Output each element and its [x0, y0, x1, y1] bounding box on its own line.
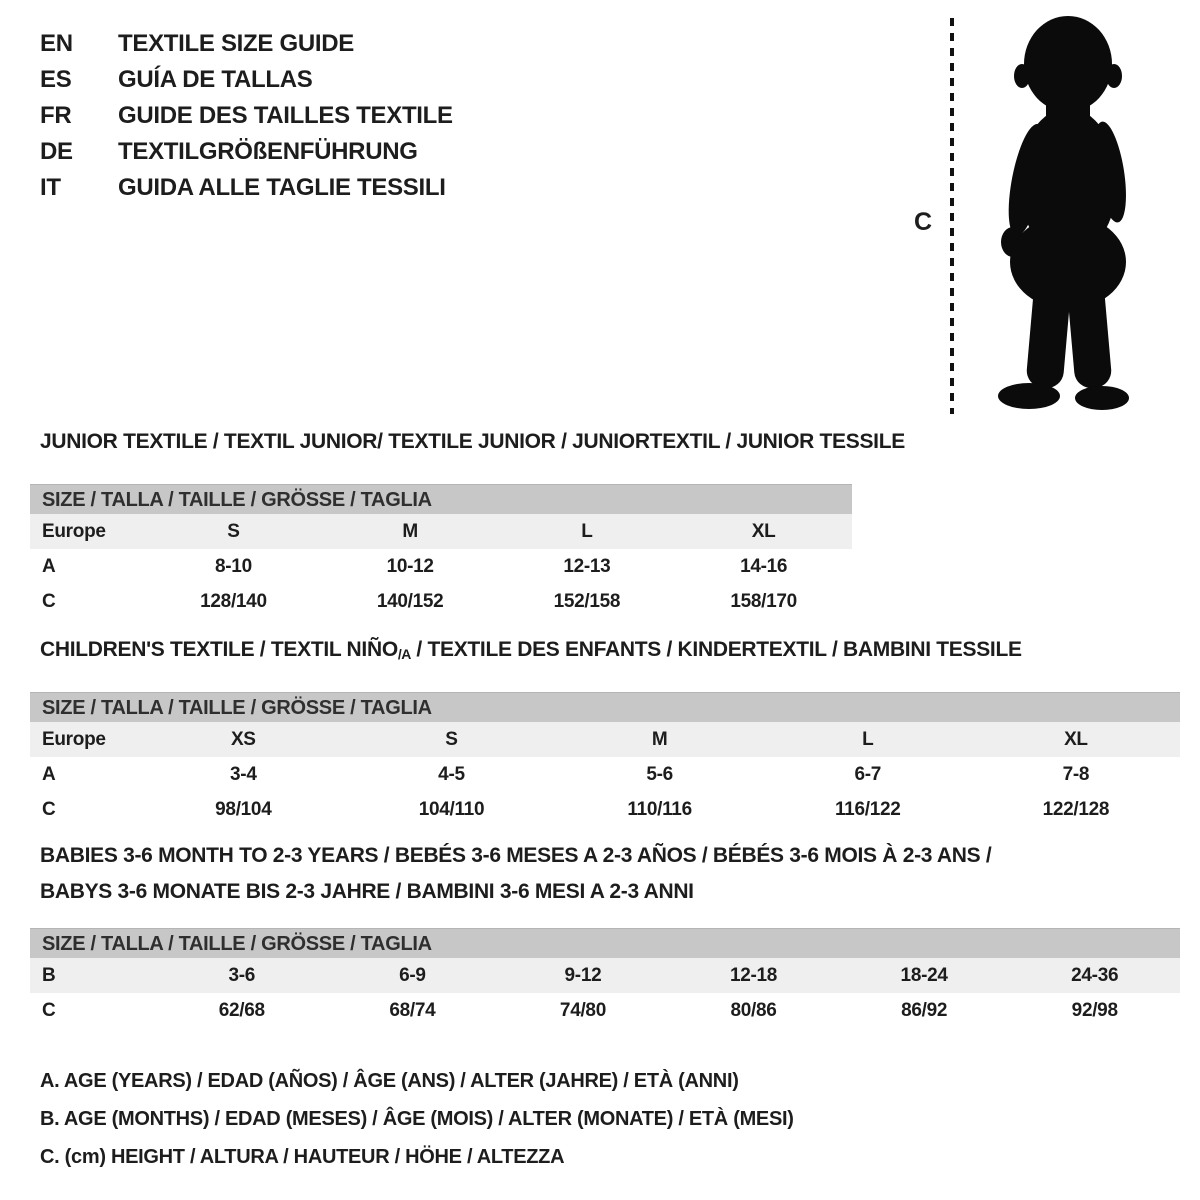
junior-size-block	[30, 484, 852, 619]
language-title: GUIDE DES TAILLES TEXTILE	[118, 102, 453, 129]
baby-silhouette-graphic	[900, 8, 1162, 422]
value-cell: 104/110	[418, 798, 485, 820]
value-cell: M	[322, 514, 499, 549]
value-cell: 122/128	[1042, 798, 1110, 820]
value-cell: 68/74	[389, 999, 436, 1021]
children-size-block	[30, 692, 1180, 827]
value-cell: 140/152	[376, 590, 444, 612]
language-row	[40, 26, 453, 62]
value-cell: 6-7	[854, 763, 882, 785]
value-cell: 6-9	[327, 958, 498, 993]
value-cell: M	[556, 722, 764, 757]
value-cell: L	[764, 722, 972, 757]
language-code: DE	[40, 138, 73, 165]
row-label-cell: C	[42, 999, 56, 1021]
value-cell: L	[499, 514, 676, 549]
value-cell: 158/170	[730, 590, 797, 612]
table-row	[30, 792, 1180, 827]
junior-size-bar: SIZE / TALLA / TAILLE / GRÖSSE / TAGLIA	[30, 484, 852, 514]
babies-section-title	[40, 838, 991, 910]
value-cell: 8-10	[215, 555, 252, 577]
value-cell: S	[145, 514, 322, 549]
table-row	[30, 993, 1180, 1028]
babies-title-line1: BABIES 3-6 MONTH TO 2-3 YEARS / BEBÉS 3-6 MESES A 2-3 AÑOS / BÉBÉS 3-6 MOIS À 2-3 ANS /	[40, 844, 992, 867]
value-cell: 14-16	[740, 555, 788, 577]
children-section-title	[40, 632, 1022, 672]
row-label-cell: C	[42, 798, 56, 820]
value-cell: 110/116	[627, 798, 692, 820]
table-row	[30, 958, 1180, 993]
value-cell: 86/92	[901, 999, 948, 1021]
value-cell: 128/140	[200, 590, 267, 612]
row-label-cell: Europe	[30, 514, 145, 549]
value-cell: 3-6	[157, 958, 328, 993]
language-title: TEXTILE SIZE GUIDE	[118, 30, 354, 57]
language-row	[40, 170, 453, 206]
value-cell: XS	[139, 722, 347, 757]
value-cell: 92/98	[1071, 999, 1118, 1021]
language-code: EN	[40, 30, 73, 57]
legend-line-a: A. AGE (YEARS) / EDAD (AÑOS) / ÂGE (ANS) / ALTER (JAHRE) / ETÀ (ANNI)	[40, 1070, 739, 1092]
language-code: FR	[40, 102, 72, 129]
table-row	[30, 757, 1180, 792]
value-cell: 116/122	[834, 798, 901, 820]
value-cell: 80/86	[730, 999, 777, 1021]
babies-title-line2: BABYS 3-6 MONATE BIS 2-3 JAHRE / BAMBINI 3-6 MESI A 2-3 ANNI	[40, 880, 694, 903]
value-cell: XL	[675, 514, 852, 549]
value-cell: 18-24	[839, 958, 1010, 993]
language-title: GUIDA ALLE TAGLIE TESSILI	[118, 174, 446, 201]
language-row	[40, 62, 453, 98]
junior-size-table	[30, 514, 852, 619]
row-label-cell: B	[30, 958, 157, 993]
language-code: IT	[40, 174, 61, 201]
language-row	[40, 134, 453, 170]
height-measure-figure	[900, 8, 1162, 422]
legend-line-b: B. AGE (MONTHS) / EDAD (MESES) / ÂGE (MOIS) / ALTER (MONATE) / ETÀ (MESI)	[40, 1108, 794, 1130]
junior-section-title: JUNIOR TEXTILE / TEXTIL JUNIOR/ TEXTILE JUNIOR / JUNIORTEXTIL / JUNIOR TESSILE	[40, 430, 905, 453]
babies-size-block	[30, 928, 1180, 1028]
row-label-cell: A	[42, 555, 56, 577]
value-cell: 74/80	[559, 999, 606, 1021]
value-cell: 12-13	[563, 555, 611, 577]
value-cell: 12-18	[668, 958, 839, 993]
language-code: ES	[40, 66, 72, 93]
value-cell: 152/158	[553, 590, 621, 612]
table-row	[30, 514, 852, 549]
value-cell: 98/104	[215, 798, 272, 820]
value-cell: 4-5	[438, 763, 465, 785]
value-cell: 5-6	[646, 763, 673, 785]
language-row	[40, 98, 453, 134]
measure-label-c: C	[914, 208, 932, 236]
children-title-rest: / TEXTILE DES ENFANTS / KINDERTEXTIL / BAMBINI TESSILE	[410, 638, 1022, 661]
table-row	[30, 722, 1180, 757]
table-row	[30, 584, 852, 619]
language-list	[40, 26, 453, 206]
babies-size-bar: SIZE / TALLA / TAILLE / GRÖSSE / TAGLIA	[30, 928, 1180, 958]
value-cell: 24-36	[1009, 958, 1180, 993]
value-cell: 62/68	[218, 999, 265, 1021]
row-label-cell: Europe	[30, 722, 139, 757]
row-label-cell: C	[42, 590, 56, 612]
language-title: TEXTILGRÖßENFÜHRUNG	[118, 138, 418, 165]
table-row	[30, 549, 852, 584]
children-size-table	[30, 722, 1180, 827]
language-title: GUÍA DE TALLAS	[118, 66, 313, 93]
baby-silhouette	[998, 16, 1132, 410]
babies-size-table	[30, 958, 1180, 1028]
children-title-main: CHILDREN'S TEXTILE / TEXTIL NIÑO	[40, 638, 398, 661]
children-size-bar: SIZE / TALLA / TAILLE / GRÖSSE / TAGLIA	[30, 692, 1180, 722]
value-cell: 7-8	[1062, 763, 1090, 785]
value-cell: XL	[972, 722, 1180, 757]
value-cell: S	[347, 722, 555, 757]
row-label-cell: A	[42, 763, 56, 785]
children-title-sub: /A	[397, 646, 411, 662]
value-cell: 9-12	[498, 958, 669, 993]
legend	[40, 1062, 794, 1176]
legend-line-c: C. (cm) HEIGHT / ALTURA / HAUTEUR / HÖHE / ALTEZZA	[40, 1146, 565, 1168]
value-cell: 10-12	[386, 555, 434, 577]
value-cell: 3-4	[230, 763, 257, 785]
